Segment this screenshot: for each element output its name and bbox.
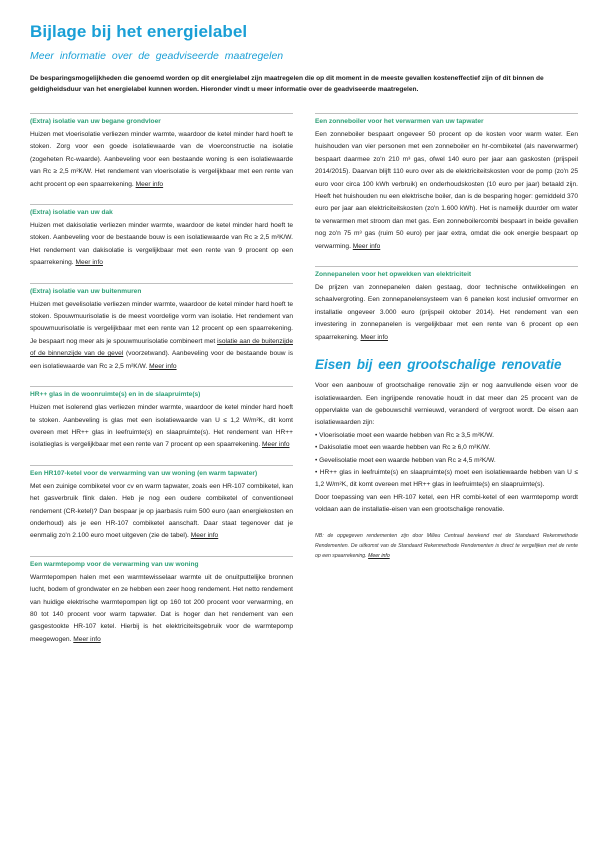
section-body: Huizen met vloerisolatie verliezen minder warmte, waardoor de ketel minder hard hoeft te stoken. Zorg voor een goede isolatiewaarde van de vloerconstructie na isolatie (zogeheten Rc-waarde). Aanbeveling voor een bestaande woning is een isolatiewaarde van Rc ≥ 2,5 m²K/W. Het rendement van vloerisolatie is vergelijkbaar met een rente van acht procent op een spaarrekening. Meer info <box>30 131 293 188</box>
list-item: • HR++ glas in leefruimte(s) en slaapruimte(s) moet een isolatiewaarde hebben van U ≤ 1,2 W/m²K, dit komt overeen met HR++ glas in leefruimte(s) en slaapruimte(s). <box>315 468 578 489</box>
section-body: Huizen met isolerend glas verliezen minder warmte, waardoor de ketel minder hard hoeft te stoken. Aanbeveling is glas met een isolatiewaarde van U ≤ 1,2 W/m²K, dit komt overeen met HR++ glas in leefruimte(s) en slaapruimte(s). Het rendement van HR++ isolatieglas is vergelijkbaar met een rente van 7 procent op een spaarrekening. Meer info <box>30 404 293 449</box>
more-info-link[interactable]: Meer info <box>73 635 101 643</box>
more-info-link[interactable]: Meer info <box>360 333 388 341</box>
section-floor-insulation <box>30 113 293 191</box>
section-heading: Een warmtepomp voor de verwarming van uw woning <box>30 556 293 570</box>
more-info-link[interactable]: Meer info <box>262 441 290 449</box>
right-column <box>315 113 578 566</box>
section-heading: (Extra) isolatie van uw buitenmuren <box>30 283 293 297</box>
more-info-link[interactable]: Meer info <box>352 242 381 250</box>
section-heading: HR++ glas in de woonruimte(s) en in de slaapruimte(s) <box>30 386 293 400</box>
left-column <box>30 113 293 659</box>
section-roof-insulation <box>30 204 293 270</box>
section-hr-glass <box>30 386 293 452</box>
section-body: Een zonneboiler bespaart ongeveer 50 procent op de kosten voor warm water. Een huishouden van vier personen met een zonneboiler en hr-combiketel (als naverwarmer) bespaart daarmee zo'n 210 m³ gas, ofwel 140 euro per jaar aan gaskosten (prijspeil 2014/2015). Daarvan blijft 110 euro over als de elektriciteitskosten voor de pomp (zo'n 25 euro voor circa 100 kWh verbruik) en onderhoudskosten (10 euro per jaar) betaald zijn. Heeft het huishouden nu een elektrische boiler, dan is de besparing hoger: gemiddeld 370 euro per jaar aan elektriciteitskosten (zo'n 1.600 kWh). Het is namelijk duurder om water te verwarmen met stroom dan met gas. Een zonneboilercombi bespaart in beide gevallen nog zo'n 75 m³ gas (ruim 50 euro) per jaar extra, omdat die ook energie bespaart op verwarming. Meer info <box>315 131 578 250</box>
renovation-requirements <box>315 430 578 492</box>
footnote: NB: de opgegeven rendementen zijn door Milieu Centraal berekend met de Standaard Rekenmethode Rendementen. De uitkomst van de Standaard Rekenmethode Rendementen is direct te vergelijken met de rente op een spaarrekening. Meer info <box>315 532 578 559</box>
section-body: Huizen met gevelisolatie verliezen minder warmte, waardoor de ketel minder hard hoeft te stoken. Spouwmuurisolatie is de meest voordelige vorm van isolatie. Het rendement van spouwmuurisolatie is vergelijkbaar met een rente van 12 procent op een spaarrekening. Je bespaart nog meer als je spouwmuurisolatie combineert met isolatie aan de buitenzijde of de binnenzijde van de gevel (voorzetwand). Aanbeveling voor de bestaande bouw is een isolatiewaarde van Rc ≥ 2,5 m²K/W. Meer info <box>30 300 293 370</box>
more-info-link[interactable]: Meer info <box>75 259 103 267</box>
more-info-link[interactable]: Meer info <box>190 532 219 540</box>
renovation-intro: Voor een aanbouw of grootschalige renovatie zijn er nog aanvullende eisen voor de isolatiewaarden. Een ingrijpende renovatie houdt in dat meer dan 25 procent van de oppervlakte van de gebouwschil vernieuwd, veranderd of vergroot wordt. De eisen aan isolatiewaarden zijn: <box>315 382 578 427</box>
list-item: • Vloerisolatie moet een waarde hebben van Rc ≥ 3,5 m²K/W. <box>315 431 494 439</box>
list-item: • Gevelisolatie moet een waarde hebben van Rc ≥ 4,5 m²K/W. <box>315 456 496 464</box>
section-heading: (Extra) isolatie van uw dak <box>30 204 293 218</box>
section-solar-panels <box>315 266 578 344</box>
underlined-phrase: isolatie aan de buitenzijde of de binnenzijde van de gevel <box>30 337 293 358</box>
section-body: De prijzen van zonnepanelen dalen gestaag, door technische ontwikkelingen en schaalvergroting. Een zonnepanelensysteem van 6 panelen kost inclusief omvormer en installatie ongeveer 3.000 euro (prijspeil oktober 2014). Het rendement van een investering in zonnepanelen is vergelijkbaar met een rente van 6 procent op een spaarrekening. Meer info <box>315 284 578 341</box>
section-wall-insulation <box>30 283 293 373</box>
section-solar-boiler <box>315 113 578 253</box>
section-hr107-boiler <box>30 465 293 543</box>
section-body: Warmtepompen halen met een warmtewisselaar warmte uit de onuitputtelijke bronnen lucht, bodem of grondwater en ze hebben een zeer hoog rendement. Het netto rendement van huidige elektrische warmtepompen ligt op 160 tot 200 procent voor verwarming, en 80 tot 140 procent voor warm tapwater. Dat is hoger dan het rendement van een gasgestookte HR-107 ketel. Hierbij is het elektriciteitsgebruik voor de warmtepomp meegewogen. Meer info <box>30 573 293 643</box>
more-info-link[interactable]: Meer info <box>368 552 390 559</box>
section-heading: (Extra) isolatie van uw begane grondvloer <box>30 113 293 127</box>
section-renovation <box>315 357 578 516</box>
section-heading: Een zonneboiler voor het verwarmen van uw tapwater <box>315 113 578 127</box>
renovation-closing: Door toepassing van een HR-107 ketel, een HR combi-ketel of een warmtepomp wordt voldaan aan de installatie-eisen van een grootschalige renovatie. <box>315 493 578 514</box>
section-body: Huizen met dakisolatie verliezen minder warmte, waardoor de ketel minder hard hoeft te stoken. Aanbeveling voor de bestaande bouw is een isolatiewaarde van Rc ≥ 2,5 m²K/W. Het rendement van dakisolatie is vergelijkbaar met een rente van 9 procent op een spaarrekening. Meer info <box>30 222 293 267</box>
more-info-link[interactable]: Meer info <box>149 362 177 370</box>
section-body: Met een zuinige combiketel voor cv en warm tapwater, zoals een HR-107 combiketel, kan het gasverbruik flink dalen. Heb je nog een oudere combiketel of conventioneel rendement (CR-ketel)? Dan bespaar je op jaarbasis ruim 500 euro (aan energiekosten en onderhoud) als je een HR-107 combiketel aanschaft. Daar staat tegenover dat je eenmalig zo'n 2.100 euro moet uitgeven (zie de tabel). Meer info <box>30 482 293 540</box>
section-heading: Zonnepanelen voor het opwekken van elektriciteit <box>315 266 578 280</box>
renovation-title: Eisen bij een grootschalige renovatie <box>315 357 562 373</box>
page-title: Bijlage bij het energielabel <box>30 22 248 41</box>
page-subtitle: Meer informatie over de geadviseerde maatregelen <box>30 50 284 62</box>
section-heading: Een HR107-ketel voor de verwarming van uw woning (en warm tapwater) <box>30 465 293 479</box>
more-info-link[interactable]: Meer info <box>135 180 164 188</box>
intro-paragraph: De besparingsmogelijkheden die genoemd worden op dit energielabel zijn maatregelen die op dit moment in de meeste gevallen kosteneffectief zijn of dit binnen de geldigheidsduur van het energielabel kunnen worden. Hieronder vindt u meer informatie over de geadviseerde maatregelen. <box>30 75 544 93</box>
section-heat-pump <box>30 556 293 646</box>
list-item: • Dakisolatie moet een waarde hebben van Rc ≥ 6,0 m²K/W. <box>315 444 491 452</box>
